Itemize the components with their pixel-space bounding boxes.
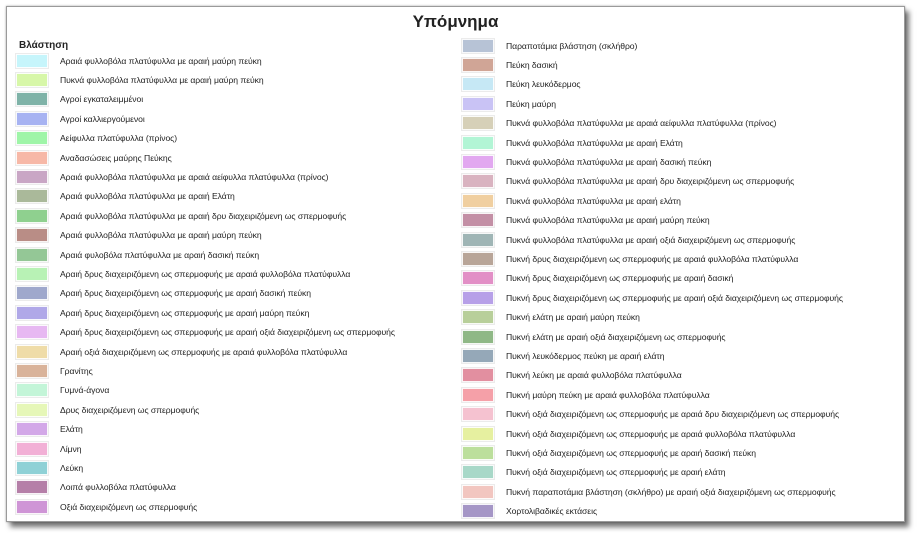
legend-swatch xyxy=(16,364,48,378)
legend-swatch xyxy=(16,345,48,359)
legend-label: Πυκνή λεύκη με αραιά φυλλοβόλα πλατύφυλλα xyxy=(506,370,682,381)
legend-swatch xyxy=(462,271,494,285)
legend-item xyxy=(16,497,395,516)
legend-item xyxy=(16,439,395,458)
legend-swatch xyxy=(16,286,48,300)
legend-label: Πυκνά φυλλοβόλα πλατύφυλλα με αραιή δασική πεύκη xyxy=(506,157,712,168)
legend-swatch xyxy=(16,112,48,126)
legend-label: Αραιά φυλλοβόλα πλατύφυλλα με αραιή Ελάτη xyxy=(60,191,235,202)
legend-swatch xyxy=(16,422,48,436)
legend-item xyxy=(16,245,395,264)
legend-swatch xyxy=(462,368,494,382)
legend-label: Πυκνή δρυς διαχειριζόμενη ως σπερμοφυής με αραιή δασική xyxy=(506,273,734,284)
legend-swatch xyxy=(462,116,494,130)
legend-item xyxy=(462,191,843,210)
legend-label: Λοιπά φυλλοβόλα πλατύφυλλα xyxy=(60,482,176,493)
legend-label: Αραιά φυλοβόλα πλατύφυλλα με αραιή δασική πεύκη xyxy=(60,249,260,260)
legend-swatch xyxy=(462,330,494,344)
legend-label: Αγροί καλλιεργούμενοι xyxy=(60,113,145,124)
legend-swatch xyxy=(16,73,48,87)
legend-label: Αραιή δρυς διαχειριζόμενη ως σπερμοφυής με αραιή μαύρη πεύκη xyxy=(60,307,310,318)
legend-swatch xyxy=(16,228,48,242)
legend-item xyxy=(462,424,843,443)
legend-label: Αγροί εγκαταλειμμένοι xyxy=(60,94,144,105)
legend-item xyxy=(462,133,843,152)
legend-swatch xyxy=(462,97,494,111)
legend-swatch xyxy=(16,54,48,68)
legend-swatch xyxy=(16,170,48,184)
legend-swatch xyxy=(16,383,48,397)
legend-label: Παραποτάμια βλάστηση (σκλήθρο) xyxy=(506,40,638,51)
legend-item xyxy=(16,129,395,148)
legend-item xyxy=(462,114,843,133)
legend-label: Πυκνή λευκόδερμος πεύκη με αραιή ελάτη xyxy=(506,350,665,361)
legend-label: Πυκνή οξιά διαχειριζόμενη ως σπερμοφυής με αραιά δρυ διαχειριζόμενη ως σπερμοφυής xyxy=(506,409,840,420)
legend-label: Πυκνά φυλλοβόλα πλατύφυλλα με αραιή μαύρη πεύκη xyxy=(60,75,264,86)
legend-item xyxy=(462,249,843,268)
legend-label: Πυκνή δρυς διαχειριζόμενη ως σπερμοφυής με αραιά φυλλοβόλα πλατύφυλλα xyxy=(506,253,799,264)
legend-item xyxy=(462,482,843,501)
legend-label: Αείφυλλα πλατύφυλλα (πρίνος) xyxy=(60,133,178,144)
legend-label: Λεύκη xyxy=(60,462,84,473)
legend-label: Δρυς διαχειριζόμενη ως σπερμοφυής xyxy=(60,404,200,415)
legend-label: Πυκνή ελάτη με αραιή οξιά διαχειριζόμενη ως σπερμοφυής xyxy=(506,331,726,342)
legend-label: Αραιή δρυς διαχειριζόμενη ως σπερμοφυής με αραιά φυλλοβόλα πλατύφυλλα xyxy=(60,268,351,279)
legend-item xyxy=(462,307,843,326)
legend-swatch xyxy=(462,58,494,72)
legend-item xyxy=(16,264,395,283)
legend-label: Χορτολιβαδικές εκτάσεις xyxy=(506,506,598,517)
legend-label: Γρανίτης xyxy=(60,365,93,376)
legend-swatch xyxy=(462,233,494,247)
legend-item xyxy=(462,75,843,94)
legend-label: Αραιά φυλλοβόλα πλατύφυλλα με αραιή μαύρη πεύκη xyxy=(60,230,262,241)
legend-label: Αραιή οξιά διαχειριζόμενη ως σπερμοφυής με αραιά φυλλοβόλα πλατύφυλλα xyxy=(60,346,348,357)
legend-item xyxy=(16,419,395,438)
legend-item xyxy=(16,322,395,341)
legend-item xyxy=(16,187,395,206)
legend-panel xyxy=(6,6,905,522)
legend-swatch xyxy=(462,310,494,324)
legend-label: Πυκνή οξιά διαχειριζόμενη ως σπερμοφυής με αραιή δασική πεύκη xyxy=(506,447,757,458)
legend-item xyxy=(462,501,843,520)
legend-label: Αραιά φυλλοβόλα πλατύφυλλα με αραιά αείφυλλα πλατύφυλλα (πρίνος) xyxy=(60,172,329,183)
legend-swatch xyxy=(462,77,494,91)
legend-item xyxy=(462,385,843,404)
legend-swatch xyxy=(462,465,494,479)
legend-label: Αραιά φυλλοβόλα πλατύφυλλα με αραιή μαύρη πεύκη xyxy=(60,55,262,66)
legend-swatch xyxy=(16,267,48,281)
legend-item xyxy=(462,172,843,191)
legend-item xyxy=(16,478,395,497)
legend-swatch xyxy=(462,136,494,150)
legend-swatch xyxy=(16,92,48,106)
legend-item xyxy=(462,463,843,482)
legend-swatch xyxy=(16,151,48,165)
legend-title: Υπόμνημα xyxy=(412,12,499,31)
legend-swatch xyxy=(462,407,494,421)
legend-item xyxy=(16,458,395,477)
legend-swatch xyxy=(462,291,494,305)
legend-swatch xyxy=(462,39,494,53)
legend-item xyxy=(16,51,395,70)
legend-column-right xyxy=(462,36,843,521)
legend-item xyxy=(462,443,843,462)
legend-item xyxy=(462,55,843,74)
legend-label: Οξιά διαχειριζόμενη ως σπερμοφυής xyxy=(60,501,198,512)
legend-swatch xyxy=(462,174,494,188)
legend-item xyxy=(462,288,843,307)
legend-item xyxy=(16,206,395,225)
legend-item xyxy=(16,284,395,303)
legend-swatch xyxy=(16,461,48,475)
legend-item xyxy=(462,36,843,55)
legend-item xyxy=(16,70,395,89)
legend-label: Πυκνή μαύρη πεύκη με αραιά φυλλοβόλα πλατύφυλλα xyxy=(506,389,710,400)
legend-label: Πυκνή οξιά διαχειριζόμενη ως σπερμοφυής με αραιά φυλλοβόλα πλατύφυλλα xyxy=(506,428,796,439)
legend-swatch xyxy=(16,131,48,145)
legend-item xyxy=(16,226,395,245)
legend-item xyxy=(462,346,843,365)
legend-swatch xyxy=(16,500,48,514)
legend-item xyxy=(462,327,843,346)
legend-item xyxy=(16,381,395,400)
legend-swatch xyxy=(462,155,494,169)
legend-item xyxy=(462,269,843,288)
legend-label: Πυκνά φυλλοβόλα πλατύφυλλα με αραιή οξιά διαχειριζόμενη ως σπερμοφυής xyxy=(506,234,796,245)
legend-swatch xyxy=(462,252,494,266)
legend-label: Πυκνά φυλλοβόλα πλατύφυλλα με αραιή δρυ διαχειριζόμενη ως σπερμοφυής xyxy=(506,176,795,187)
legend-item xyxy=(462,404,843,423)
legend-label: Πυκνά φυλλοβόλα πλατύφυλλα με αραιή ελάτη xyxy=(506,195,681,206)
legend-item xyxy=(16,109,395,128)
legend-swatch xyxy=(462,485,494,499)
legend-label: Λίμνη xyxy=(60,443,82,454)
legend-item xyxy=(16,400,395,419)
legend-item xyxy=(16,303,395,322)
legend-swatch xyxy=(462,349,494,363)
legend-label: Πυκνά φυλλοβόλα πλατύφυλλα με αραιή Ελάτη xyxy=(506,137,683,148)
legend-item xyxy=(16,342,395,361)
legend-swatch xyxy=(16,189,48,203)
legend-label: Πυκνά φυλλοβόλα πλατύφυλλα με αραιά αείφυλλα πλατύφυλλα (πρίνος) xyxy=(506,118,777,129)
legend-swatch xyxy=(16,403,48,417)
legend-label: Πυκνή δρυς διαχειριζόμενη ως σπερμοφυής με αραιή οξιά διαχειριζόμενη ως σπερμοφυής xyxy=(506,292,843,303)
legend-swatch xyxy=(16,325,48,339)
legend-swatch xyxy=(462,213,494,227)
legend-label: Ελάτη xyxy=(60,424,83,435)
legend-item xyxy=(16,167,395,186)
legend-item xyxy=(462,230,843,249)
legend-label: Πυκνή ελάτη με αραιή μαύρη πεύκη xyxy=(506,312,640,323)
legend-item xyxy=(462,211,843,230)
legend-column-left xyxy=(16,51,395,516)
legend-item xyxy=(16,90,395,109)
legend-swatch xyxy=(16,480,48,494)
legend-swatch xyxy=(16,306,48,320)
legend-swatch xyxy=(16,209,48,223)
legend-swatch xyxy=(462,446,494,460)
legend-label: Αναδασώσεις μαύρης Πεύκης xyxy=(60,152,172,163)
legend-swatch xyxy=(462,388,494,402)
legend-label: Πεύκη δασική xyxy=(506,60,558,71)
legend-label: Πεύκη μαύρη xyxy=(506,98,556,109)
legend-item xyxy=(462,152,843,171)
legend-label: Πυκνά φυλλοβόλα πλατύφυλλα με αραιή μαύρη πεύκη xyxy=(506,215,710,226)
legend-label: Γυμνά-άγονα xyxy=(60,385,110,396)
legend-label: Πυκνή οξιά διαχειριζόμενη ως σπερμοφυής με αραιή ελάτη xyxy=(506,467,726,478)
legend-item xyxy=(16,361,395,380)
legend-item xyxy=(16,148,395,167)
legend-swatch xyxy=(16,248,48,262)
legend-label: Πεύκη λευκόδερμος xyxy=(506,79,581,90)
legend-item xyxy=(462,94,843,113)
legend-label: Αραιή δρυς διαχειριζόμενη ως σπερμοφυής με αραιή οξιά διαχειριζόμενη ως σπερμοφυής xyxy=(60,327,395,338)
legend-swatch xyxy=(462,427,494,441)
legend-swatch xyxy=(462,194,494,208)
legend-swatch xyxy=(16,442,48,456)
legend-label: Αραιή δρυς διαχειριζόμενη ως σπερμοφυής με αραιή δασική πεύκη xyxy=(60,288,312,299)
legend-label: Πυκνή παραποτάμια βλάστηση (σκλήθρο) με αραιή οξιά διαχειριζόμενη ως σπερμοφυής xyxy=(506,486,836,497)
legend-item xyxy=(462,366,843,385)
legend-label: Αραιά φυλλοβόλα πλατύφυλλα με αραιή δρυ διαχειριζόμενη ως σπερμοφυής xyxy=(60,210,347,221)
section-label: Βλάστηση xyxy=(19,40,69,51)
legend-swatch xyxy=(462,504,494,518)
